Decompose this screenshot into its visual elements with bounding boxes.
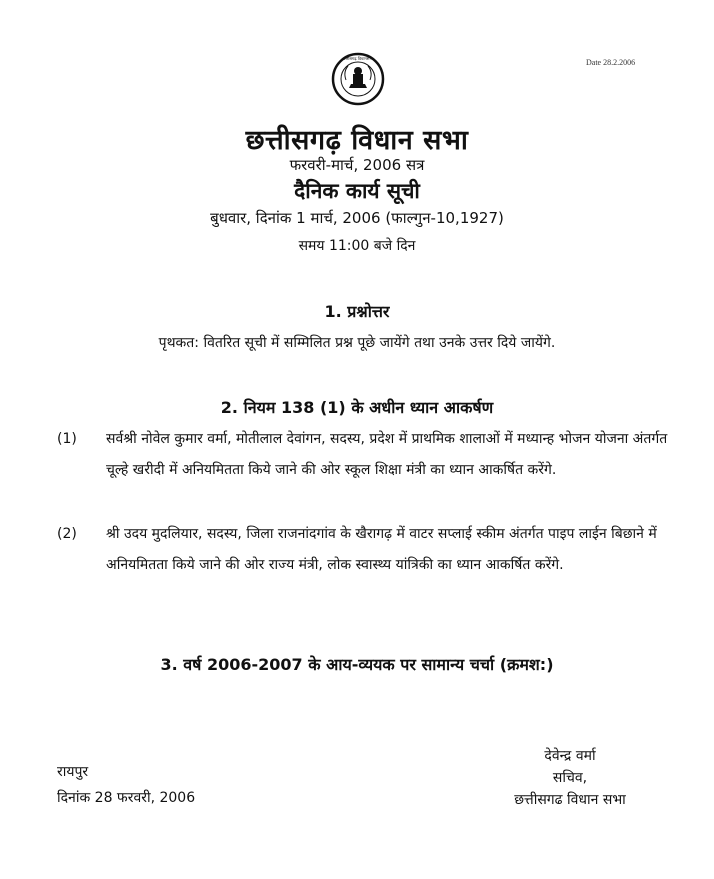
section-heading-budget: 3. वर्ष 2006-2007 के आय-व्ययक पर सामान्य चर्चा (क्रमश:): [160, 655, 554, 674]
section-heading-questions: 1. प्रश्नोत्तर: [324, 302, 390, 321]
date-stamp: Date 28.2.2006: [586, 58, 636, 67]
session-subtitle: फरवरी-मार्च, 2006 सत्र: [289, 156, 425, 174]
seal-lettering: छत्तीसगढ़ विधानसभा: [342, 56, 374, 61]
signatory-name: देवेन्द्र वर्मा: [544, 748, 596, 764]
sitting-date: बुधवार, दिनांक 1 मार्च, 2006 (फाल्गुन-10,1927): [210, 209, 504, 227]
signatory-organization: छत्तीसगढ विधान सभा: [514, 792, 626, 808]
section-heading-calling-attention: 2. नियम 138 (1) के अधीन ध्यान आकर्षण: [220, 398, 494, 417]
questions-text: पृथकत: वितरित सूची में सम्मिलित प्रश्न पूछे जायेंगे तथा उनके उत्तर दिये जायेंगे.: [158, 335, 556, 351]
assembly-seal-emblem: [331, 52, 385, 106]
item-number: (2): [57, 526, 77, 542]
agenda-title: दैनिक कार्य सूची: [294, 179, 420, 203]
calling-attention-item-text: श्री उदय मुदलियार, सदस्य, जिला राजनांदगांव के खैरागढ़ में वाटर सप्लाई स्कीम अंतर्गत पाइप लाईन बिछाने में अनियमितता किये जाने की ओर राज्य मंत्री, लोक स्वास्थ्य यांत्रिकी का ध्यान आकर्षित करेंगे.: [106, 526, 657, 573]
signatory-title: सचिव,: [552, 770, 588, 786]
assembly-title: छत्तीसगढ़ विधान सभा: [245, 125, 469, 156]
issue-date: दिनांक 28 फरवरी, 2006: [57, 790, 196, 806]
signature-block: [490, 745, 650, 811]
calling-attention-item-text: सर्वश्री नोवेल कुमार वर्मा, मोतीलाल देवांगन, सदस्य, प्रदेश में प्राथमिक शालाओं में मध्यान्ह भोजन योजना अंतर्गत चूल्हे खरीदी में अनियमितता किये जाने की ओर स्कूल शिक्षा मंत्री का ध्यान आकर्षित करेंगे.: [106, 431, 668, 478]
item-number: (1): [57, 431, 77, 447]
sitting-time: समय 11:00 बजे दिन: [298, 238, 416, 254]
place: रायपुर: [57, 764, 89, 780]
